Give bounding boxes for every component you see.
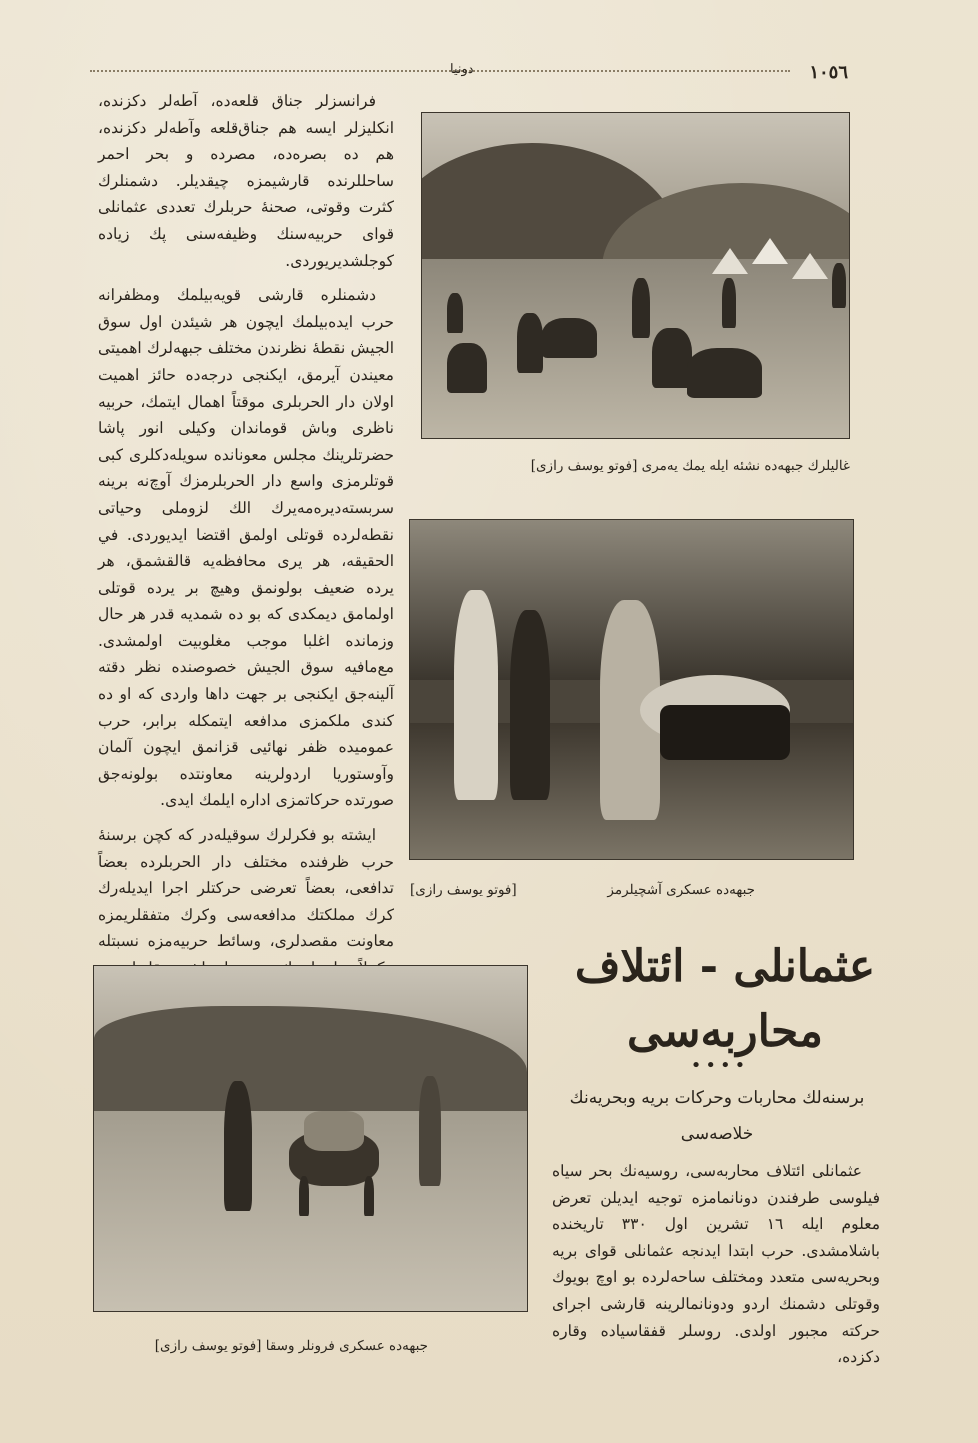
page-number: ١٠٥٦ — [809, 62, 848, 83]
left-column-text — [98, 88, 394, 951]
photo-bakers-water-carrier — [93, 965, 528, 1312]
magazine-name: دونيا — [450, 62, 474, 77]
paragraph: ايشته بو فكرلرك سوقيله‌در كه كچن برسنهٔ حرب ظرفنده مختلف دار الحربلرده بعضاً تدافعى، بعضاً تعرضى حركتلر اجرا ايديله‌رك كرك مملكتك مدافعه‌سى وكرك متفقلريمزه معاونت مقصدلرى، وسائط حربيه‌مزه نسبتله — [98, 826, 394, 951]
photo-caption: جبهه‌ده عسكرى فرونلر وسقا [فوتو يوسف رازى] — [154, 1338, 428, 1354]
header-rule — [90, 70, 790, 80]
article-body: عثمانلى ائتلاف محاربه‌سى، روسيه‌نك بحر سياه فيلوسى طرفندن دونانمامزه توجيه ايديلن تعرض معلوم ايله ١٦ تشرين اول ٣٣٠ تاريخنده باشلامشدى. حرب ابتدا ايدنجه عثمانلى قواى بريه وبحريه‌سى متعدد ومختلف ساحه‌لرده بو اوچ بويوك وقوتلى دشمنك اردو ودونانمالرينه قارشى اجراى حركته مجبور اولدى. روسلر قفقاسياده وقارە دكزده، — [552, 1162, 880, 1367]
photo-caption: غاليلرك جبهه‌ده نشئه ايله يمك يه‌مرى [فوتو يوسف رازى] — [530, 458, 850, 474]
article-subtitle: برسنه‌لك محاربات وحركات بريه وبحريه‌نك — [569, 1088, 865, 1108]
ornament-dots: •••• — [690, 1055, 750, 1076]
article-subtitle-line2: خلاصه‌سى — [680, 1124, 754, 1144]
photo-caption-credit: [فوتو يوسف رازى] — [410, 882, 517, 898]
photo-caption: جبهه‌ده عسكرى آشچيلرمز — [607, 882, 755, 898]
photo-camp-meal — [421, 112, 850, 439]
paragraph: فرانسزلر جناق قلعه‌ده، آطه‌لر دكزنده، انكليزلر ايسه هم جناق‌قلعه وآطه‌لر دكزنده، هم ده بصره‌ده، مصرده و بحر احمر ساحللرنده قارشيمزه چيقديلر. دشمنلرك كثرت وقوتى، صحنهٔ حربلرك تعددى عثمانلى قواى حربيه‌سنك وظيفه‌سنى پك زياده كوجلشديريوردى. — [98, 92, 394, 270]
photo-army-cooks — [409, 519, 854, 860]
article-title: عثمانلى - ائتلاف — [574, 941, 876, 992]
article-title-line2: محاربه‌سى — [626, 1006, 823, 1057]
paragraph: دشمنلره قارشى قويه‌بيلمك ومظفرانه حرب ايده‌بيلمك ايچون هر شيئدن اول سوق الجيش نقطهٔ نظرندن مختلف جبهه‌لرك اهميتى معيندن آيرمق، ايكنجى درجه‌ده حائز اهميت اولان دار الحربلرى موقتاً اهمال ايتمك، حربيه ناظرى وباش قوماندان وكيلى انور پاشا حضرتلرينك مجلس معونانده سويله‌دكلرى كبى قوتلرمزى واسع دار الحربلرمزك آوچ‌نه برينه سربسته‌ديره‌مه‌يرك الك لزوملى وحياتى نقطه‌لرده قوتلى اولمق اقتضا ايديوردى. في الحقيقه، هر يرى محافظه‌يه قالقشمق، هر يرده ضعيف بولونمق وهيچ بر يرده قوتلى اولمامق ديمكدى كه بو ده شمديه قدر هر حال وزمانده اغلبا موجب مغلوبيت اولمشدى. مع‌مافيه سوق الجيش خصوصنده نظر دقته آلينه‌جق ايكنجى بر جهت داها واردى كه او ده كندى ملكمزى مدافعه ايتمكله برابر، حرب عموميده ظفر نهائيى قزانمق ايچون آلمان وآوستوريا اردولرينه معاونتده بولونه‌جق صورتده حركاتمزى اداره ايلمك ايدى. — [98, 286, 394, 810]
